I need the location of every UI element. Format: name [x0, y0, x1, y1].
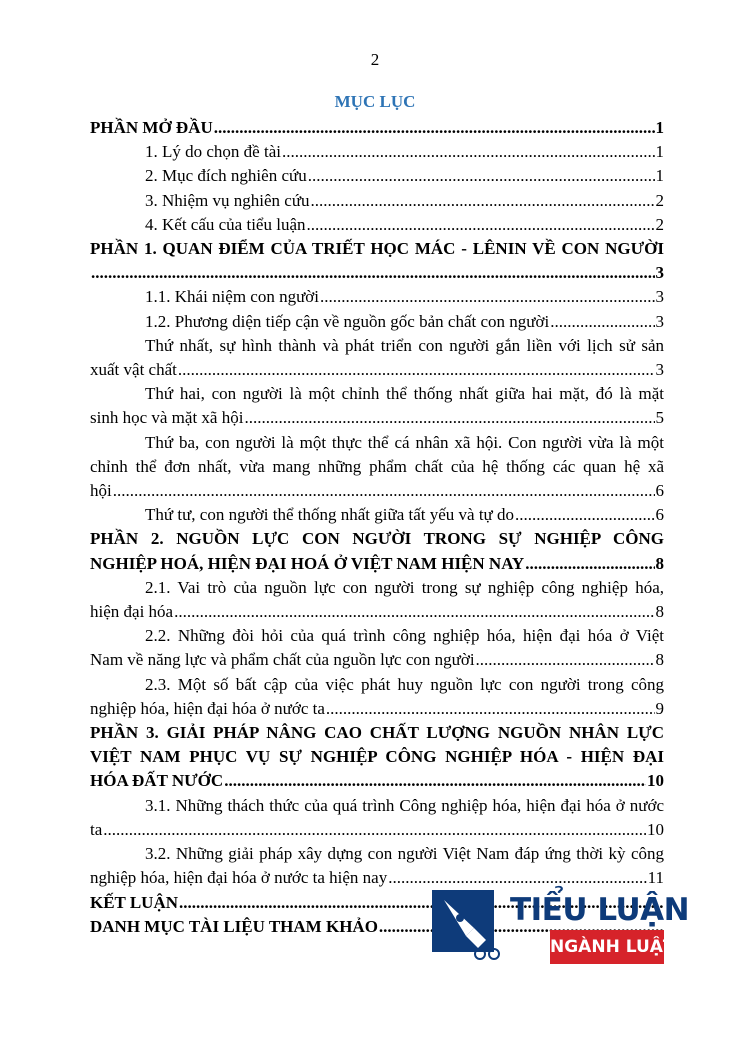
- toc-entry-mo-dau[interactable]: [90, 116, 664, 140]
- toc-label: 3. Nhiệm vụ nghiên cứu: [145, 190, 310, 210]
- toc-label-line: xuất vật chất: [90, 360, 177, 380]
- toc-label: 1. Lý do chọn đề tài: [145, 142, 281, 162]
- toc-page: 9: [655, 698, 664, 718]
- toc-entry-2-2[interactable]: [90, 624, 664, 672]
- toc-label-line: HÓA ĐẤT NƯỚC: [90, 771, 224, 791]
- toc-leader: [550, 310, 654, 334]
- toc-leader: [525, 552, 654, 576]
- pen-nib-icon: [430, 888, 504, 962]
- watermark-title: TIỂU LUẬN: [510, 892, 690, 928]
- toc-label-line: NGHIỆP HOÁ, HIỆN ĐẠI HOÁ Ở VIỆT NAM HIỆN NAY: [90, 553, 525, 573]
- toc-page: 8: [655, 650, 664, 670]
- toc-page: 10: [647, 819, 664, 839]
- toc-label-line: 3.2. Những giải pháp xây dựng con người Việt Nam đáp ứng thời kỳ công: [145, 844, 664, 864]
- toc-leader: [91, 261, 655, 285]
- toc-label-line: nghiệp hóa, hiện đại hóa ở nước ta: [90, 698, 325, 718]
- toc-page: 1: [655, 118, 664, 137]
- toc-label: 1.2. Phương diện tiếp cận về nguồn gốc bản chất con người: [145, 311, 550, 331]
- toc-label-line: nghiệp hóa, hiện đại hóa ở nước ta hiện nay: [90, 868, 388, 888]
- toc-entry-1-1[interactable]: [90, 285, 664, 309]
- toc-page: 3: [655, 360, 664, 380]
- toc-leader: [515, 503, 654, 527]
- toc-label-line: Thứ hai, con người là một chỉnh thể thống nhất giữa hai mặt, đó là mặt: [145, 384, 664, 404]
- toc-page: 3: [655, 287, 664, 307]
- toc-leader: [244, 406, 654, 430]
- toc-page: 3: [655, 263, 664, 283]
- toc-leader: [214, 116, 655, 140]
- toc-label-line: hội: [90, 481, 112, 501]
- toc-page: 2: [655, 214, 664, 234]
- toc-label: 4. Kết cấu của tiểu luận: [145, 214, 306, 234]
- toc-entry-1-2[interactable]: [90, 310, 664, 334]
- toc-page: 6: [655, 481, 664, 501]
- toc-leader: [308, 164, 655, 188]
- toc-entry-phan-2[interactable]: [90, 527, 664, 575]
- toc-label-line: 2.1. Vai trò của nguồn lực con người trong sự nghiệp công nghiệp hóa,: [145, 577, 664, 597]
- toc-label: 1.1. Khái niệm con người: [145, 287, 320, 307]
- toc-page: 8: [655, 602, 664, 622]
- toc-entry-3[interactable]: [90, 189, 664, 213]
- toc-page: 11: [647, 868, 664, 888]
- toc-label: PHẦN MỞ ĐẦU: [90, 118, 213, 137]
- toc-label: DANH MỤC TÀI LIỆU THAM KHẢO: [90, 916, 378, 936]
- toc-label-line: Nam về năng lực và phẩm chất của nguồn lực con người: [90, 650, 475, 670]
- toc-label-line: Thứ ba, con người là một thực thể cá nhân xã hội. Con người vừa là một: [145, 432, 664, 452]
- toc-page: 1: [655, 166, 664, 186]
- toc-entry-3-1[interactable]: [90, 794, 664, 842]
- toc-leader: [326, 697, 655, 721]
- toc-label-line: hiện đại hóa: [90, 602, 174, 622]
- page-title: MỤC LỤC: [334, 92, 416, 111]
- toc-entry-2-3[interactable]: [90, 673, 664, 721]
- toc-entry-phan-1[interactable]: [90, 237, 664, 285]
- toc-leader: [311, 189, 655, 213]
- toc-entry-thu-ba[interactable]: [90, 431, 664, 504]
- toc-page: 6: [655, 505, 664, 525]
- toc-page: 1: [655, 142, 664, 162]
- toc-entry-thu-nhat[interactable]: [90, 334, 664, 382]
- toc-label-line: chỉnh thể đơn nhất, vừa mang những phẩm chất của hệ thống các quan hệ xã: [90, 456, 664, 476]
- watermark-badge: NGÀNH LUẬT: [550, 930, 664, 964]
- toc-label-line: PHẦN 1. QUAN ĐIỂM CỦA TRIẾT HỌC MÁC - LÊNIN VỀ CON NGƯỜI: [90, 239, 664, 259]
- toc-label: Thứ tư, con người thể thống nhất giữa tất yếu và tự do: [145, 505, 515, 525]
- toc-page: 2: [655, 190, 664, 210]
- toc-leader: [476, 648, 655, 672]
- toc-label-line: 2.2. Những đòi hỏi của quá trình công nghiệp hóa, hiện đại hóa ở Việt: [145, 626, 664, 646]
- toc-leader: [103, 818, 646, 842]
- toc-page: 3: [655, 311, 664, 331]
- toc-label-line: PHẦN 3. GIẢI PHÁP NÂNG CAO CHẤT LƯỢNG NGUỒN NHÂN LỰC: [90, 723, 664, 743]
- toc-entry-2-1[interactable]: [90, 576, 664, 624]
- toc-label: KẾT LUẬN: [90, 892, 179, 912]
- toc-entry-thu-hai[interactable]: [90, 382, 664, 430]
- toc-label: 2. Mục đích nghiên cứu: [145, 166, 307, 186]
- toc-leader: [320, 285, 654, 309]
- toc-leader: [113, 479, 655, 503]
- toc-page: 10: [647, 771, 664, 791]
- toc-entry-2[interactable]: [90, 164, 664, 188]
- toc-label-line: ta: [90, 819, 103, 839]
- toc-page: 5: [655, 408, 664, 428]
- toc-leader: [224, 769, 646, 793]
- toc-page: 8: [655, 553, 664, 573]
- toc-leader: [388, 866, 646, 890]
- toc-entry-1[interactable]: [90, 140, 664, 164]
- table-of-contents: [90, 116, 664, 939]
- toc-leader: [282, 140, 655, 164]
- page-number: 2: [370, 50, 380, 69]
- toc-label-line: Thứ nhất, sự hình thành và phát triển con người gắn liền với lịch sử sản: [145, 335, 664, 355]
- toc-label-line: sinh học và mặt xã hội: [90, 408, 244, 428]
- toc-leader: [178, 358, 655, 382]
- toc-entry-3-2[interactable]: [90, 842, 664, 890]
- toc-label-line: 2.3. Một số bất cập của việc phát huy nguồn lực con người trong công: [145, 674, 664, 694]
- toc-label-line: PHẦN 2. NGUỒN LỰC CON NGƯỜI TRONG SỰ NGHIỆP CÔNG: [90, 529, 664, 549]
- toc-entry-phan-3[interactable]: [90, 721, 664, 794]
- toc-label-line: VIỆT NAM PHỤC VỤ SỰ NGHIỆP CÔNG NGHIỆP HÓA - HIỆN ĐẠI: [90, 747, 664, 767]
- toc-entry-4[interactable]: [90, 213, 664, 237]
- toc-entry-thu-tu[interactable]: [90, 503, 664, 527]
- toc-leader: [174, 600, 654, 624]
- toc-leader: [307, 213, 655, 237]
- watermark-logo: [430, 888, 690, 970]
- toc-label-line: 3.1. Những thách thức của quá trình Công nghiệp hóa, hiện đại hóa ở nước: [145, 795, 664, 815]
